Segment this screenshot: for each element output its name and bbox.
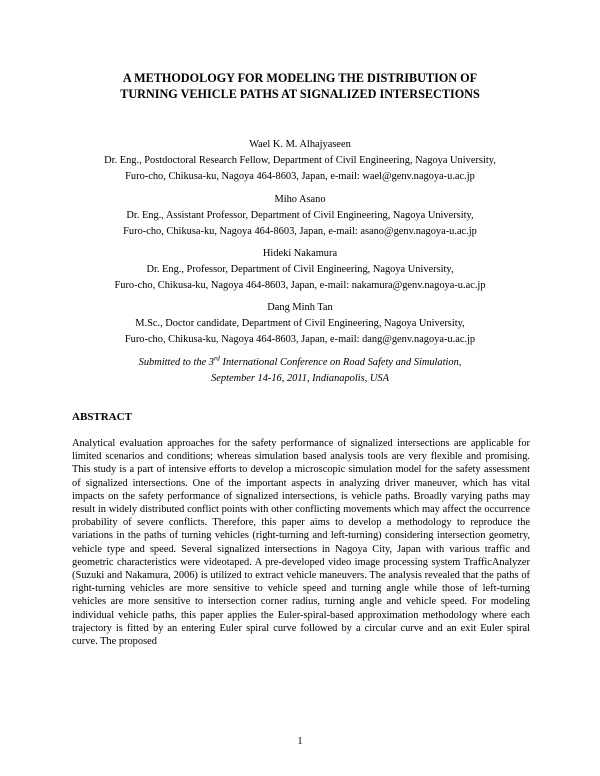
- author-name: Dang Minh Tan: [267, 302, 333, 313]
- author-block-4: [40, 300, 560, 348]
- title-line-1: A METHODOLOGY FOR MODELING THE DISTRIBUTION OF: [122, 71, 478, 85]
- author-name: Hideki Nakamura: [262, 248, 338, 259]
- author-address: Furo-cho, Chikusa-ku, Nagoya 464-8603, Japan, e-mail: dang@genv.nagoya-u.ac.jp: [124, 334, 476, 345]
- author-affiliation: Dr. Eng., Postdoctoral Research Fellow, Department of Civil Engineering, Nagoya University,: [104, 155, 496, 166]
- submission-prefix: Submitted to the 3: [138, 357, 214, 368]
- author-block-3: [40, 246, 560, 294]
- author-address: Furo-cho, Chikusa-ku, Nagoya 464-8603, Japan, e-mail: nakamura@genv.nagoya-u.ac.jp: [114, 280, 486, 291]
- submission-note: [40, 355, 560, 387]
- author-block-2: [40, 192, 560, 240]
- author-name: Miho Asano: [274, 194, 326, 205]
- abstract-text: Analytical evaluation approaches for the safety performance of signalized intersections are applicable for limited scenarios and conditions; whereas simulation based analysis tools are very flexible and promising. This study is a part of intensive efforts to develop a microscopic simulation model for the safety assessment of signalized intersections. One of the important aspects in analyzing driver maneuver, which has vital impacts on the safety performance of signalized intersections, is vehicle paths. Broadly varying paths may result in widely distributed conflict points with other conflicting movements which may affect the occurrence probability of severe conflicts. Therefore, this paper aims to develop a methodology to reproduce the variations in the paths of turning vehicles (right-turning and left-turning) considering intersection geometry, vehicle type and speed. Several signalized intersections in Nagoya City, Japan with various traffic and geometric characteristics were videotaped. A pre-developed video image processing system TrafficAnalyzer (Suzuki and Nakamura, 2006) is utilized to extract vehicle maneuvers. The analysis revealed that the paths of right-turning vehicles are more sensitive to vehicle speed and turning angle while those of left-turning vehicles are more sensitive to intersection corner radius, turning angle and vehicle speed. For modeling individual vehicle paths, this paper applies the Euler-spiral-based approximation methodology where each trajectory is fitted by an entering Euler spiral curve followed by a circular curve and an exit Euler spiral curve. The proposed: [72, 438, 530, 648]
- submission-line-1: [40, 355, 560, 371]
- page-number: 1: [297, 736, 303, 747]
- submission-line-2: September 14-16, 2011, Indianapolis, USA: [211, 373, 389, 384]
- abstract-heading: ABSTRACT: [72, 411, 132, 423]
- author-affiliation: Dr. Eng., Professor, Department of Civil Engineering, Nagoya University,: [146, 264, 454, 275]
- submission-suffix: International Conference on Road Safety and Simulation,: [219, 357, 462, 368]
- submission-superscript: rd: [213, 354, 220, 363]
- author-block-1: [40, 137, 560, 185]
- title-line-2: TURNING VEHICLE PATHS AT SIGNALIZED INTERSECTIONS: [120, 87, 480, 101]
- author-address: Furo-cho, Chikusa-ku, Nagoya 464-8603, Japan, e-mail: asano@genv.nagoya-u.ac.jp: [123, 226, 477, 237]
- author-affiliation: Dr. Eng., Assistant Professor, Department of Civil Engineering, Nagoya University,: [126, 210, 474, 221]
- paper-title: [60, 70, 540, 102]
- author-address: Furo-cho, Chikusa-ku, Nagoya 464-8603, Japan, e-mail: wael@genv.nagoya-u.ac.jp: [125, 171, 475, 182]
- author-name: Wael K. M. Alhajyaseen: [249, 139, 351, 150]
- author-affiliation: M.Sc., Doctor candidate, Department of Civil Engineering, Nagoya University,: [135, 318, 465, 329]
